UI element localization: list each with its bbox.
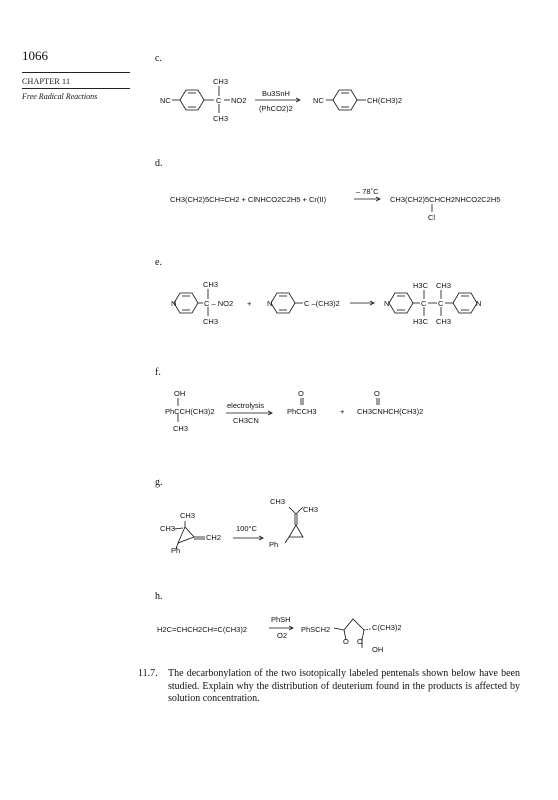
c-no2: NO2 bbox=[231, 96, 247, 105]
c-nc-left: NC bbox=[160, 96, 171, 105]
h-oh: OH bbox=[372, 645, 384, 654]
g-prod-ch3-a: CH3 bbox=[270, 497, 286, 506]
h-cond-below: O2 bbox=[277, 631, 288, 640]
h-ring-o1: O bbox=[343, 637, 349, 646]
c-nc-product: NC bbox=[313, 96, 324, 105]
c-ch3-top: CH3 bbox=[213, 77, 229, 86]
page-number: 1066 bbox=[22, 48, 48, 63]
f-prod1: PhCCH3 bbox=[287, 407, 317, 416]
c-reagent-below: (PhCO2)2 bbox=[259, 104, 293, 113]
c-carbon: C bbox=[216, 96, 222, 105]
chapter-label: CHAPTER 11 bbox=[22, 77, 71, 86]
e-prod-c2: C bbox=[438, 299, 444, 308]
question-number: 11.7. bbox=[138, 668, 158, 679]
e-c-no2: C – NO2 bbox=[204, 299, 234, 308]
f-prod2: CH3CNHCH(CH3)2 bbox=[357, 407, 424, 416]
e-prod-ch3-bottom: CH3 bbox=[436, 317, 452, 326]
f-ch3: CH3 bbox=[173, 424, 189, 433]
f-cond-below: CH3CN bbox=[233, 416, 259, 425]
h-ring-o2: O bbox=[357, 637, 363, 646]
e-prod-h3c-bottom: H3C bbox=[413, 317, 429, 326]
g-ch3-left: CH3 bbox=[160, 524, 176, 533]
f-o1: O bbox=[298, 389, 304, 398]
c-product-sub: CH(CH3)2 bbox=[367, 96, 403, 105]
h-prod-left: PhSCH2 bbox=[301, 625, 331, 634]
problem-f-label: f. bbox=[155, 367, 161, 378]
e-radical: C –(CH3)2 bbox=[304, 299, 340, 308]
f-reactant: PhCCH(CH3)2 bbox=[165, 407, 215, 416]
problem-c-label: c. bbox=[155, 53, 162, 64]
d-product: CH3(CH2)5CHCH2NHCO2C2H5 bbox=[390, 195, 501, 204]
svg-text:N: N bbox=[171, 299, 177, 308]
f-oh: OH bbox=[174, 389, 186, 398]
problem-g-label: g. bbox=[155, 477, 163, 488]
f-o2: O bbox=[374, 389, 380, 398]
g-ch3-top: CH3 bbox=[180, 511, 196, 520]
c-reagent-above: Bu3SnH bbox=[262, 89, 290, 98]
c-ch3-bottom: CH3 bbox=[213, 114, 229, 123]
question-text: The decarbonylation of the two isotopically labeled pentenals shown below have been studied. Explain why the distribution of deuterium found in the products is affected by solution concentration. bbox=[168, 668, 520, 704]
svg-text:N: N bbox=[267, 299, 273, 308]
e-prod-c1: C bbox=[421, 299, 427, 308]
svg-text:N: N bbox=[384, 299, 390, 308]
g-ph: Ph bbox=[171, 546, 181, 555]
e-ch3-bottom: CH3 bbox=[203, 317, 219, 326]
d-condition: – 78˚C bbox=[356, 187, 379, 196]
problem-h-label: h. bbox=[155, 591, 163, 602]
e-prod-ch3-top: CH3 bbox=[436, 281, 452, 290]
chapter-title: Free Radical Reactions bbox=[22, 92, 98, 101]
g-ch2: CH2 bbox=[206, 533, 222, 542]
d-reactants: CH3(CH2)5CH=CH2 + ClNHCO2C2H5 + Cr(II) bbox=[170, 195, 327, 204]
h-reactant: H2C=CHCH2CH=C(CH3)2 bbox=[157, 625, 248, 634]
f-cond-above: electrolysis bbox=[227, 401, 265, 410]
h-prod-right: C(CH3)2 bbox=[372, 623, 402, 632]
e-prod-h3c-top: H3C bbox=[413, 281, 429, 290]
problem-e-label: e. bbox=[155, 257, 162, 268]
g-prod-ph: Ph bbox=[269, 540, 279, 549]
h-cond-above: PhSH bbox=[271, 615, 291, 624]
svg-text:N: N bbox=[476, 299, 482, 308]
e-ch3-top: CH3 bbox=[203, 280, 219, 289]
g-prod-ch3-b: CH3 bbox=[303, 505, 319, 514]
problem-d-label: d. bbox=[155, 158, 163, 169]
d-product-cl: Cl bbox=[428, 213, 436, 222]
e-plus: + bbox=[247, 299, 252, 308]
g-condition: 100°C bbox=[236, 524, 257, 533]
f-plus: + bbox=[340, 407, 345, 416]
